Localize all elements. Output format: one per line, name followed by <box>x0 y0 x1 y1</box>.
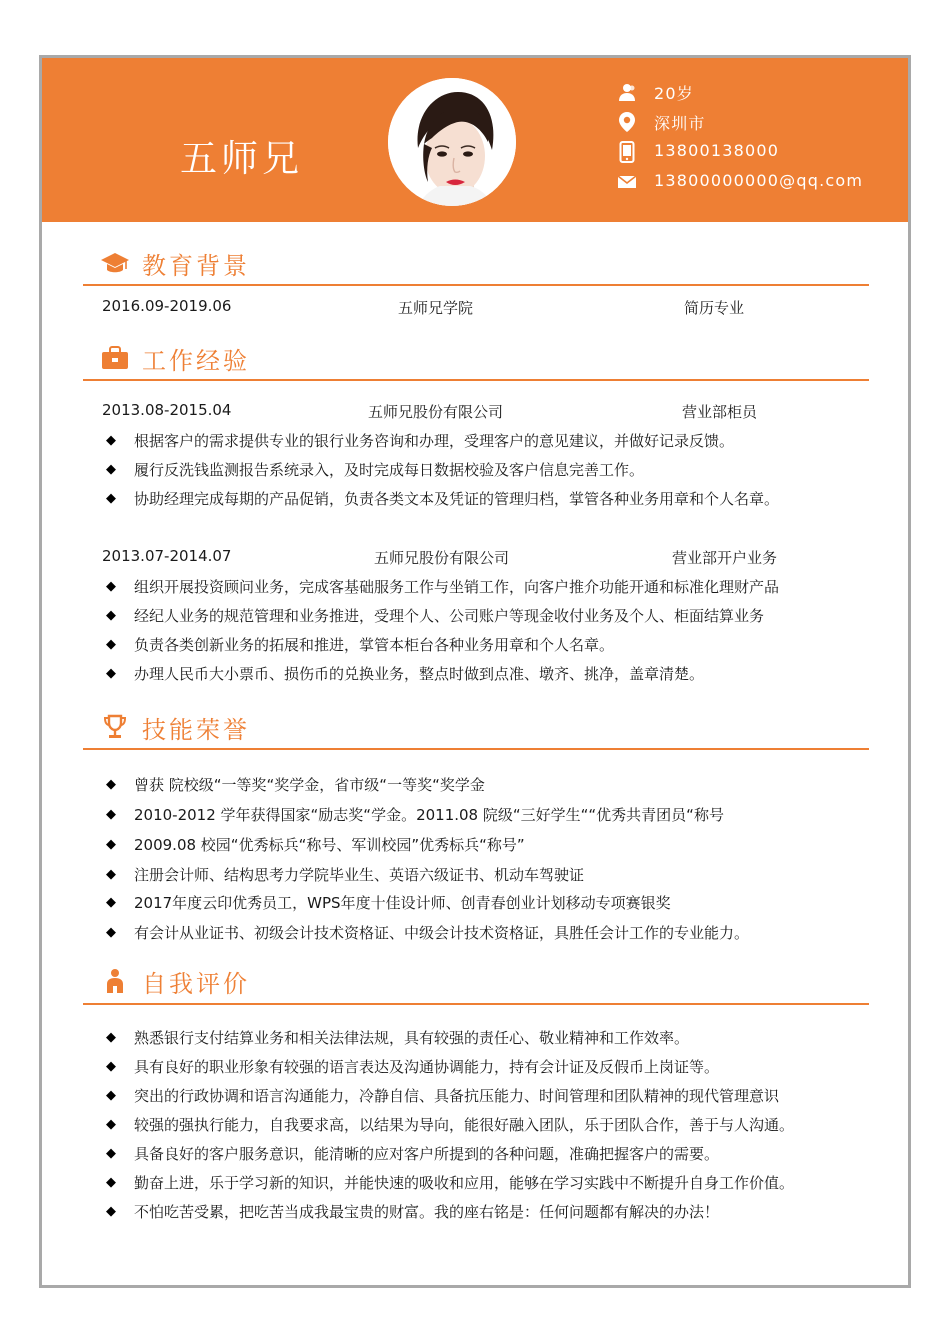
section-work-title <box>100 340 250 376</box>
contact-phone <box>616 140 780 164</box>
contact-age-value: 20岁 <box>654 84 694 103</box>
phone-icon <box>616 141 638 163</box>
divider <box>83 379 869 381</box>
list-item: ◆ 较强的强执行能力，自我要求高，以结果为导向，能很好融入团队，乐于团队合作，善于与人沟通。 <box>106 1116 795 1134</box>
list-item: ◆ 办理人民币大小票币、损伤币的兑换业务，整点时做到点准、墩齐、挑净，盖章清楚。 <box>106 665 705 683</box>
job-position: 营业部柜员 <box>682 403 758 421</box>
list-item: ◆ 2009.08 校园“优秀标兵“称号、军训校园”优秀标兵“称号” <box>106 836 525 854</box>
section-skills-label: 技能荣誉 <box>142 715 250 744</box>
education-row <box>102 297 862 319</box>
list-item: ◆ 勤奋上进，乐于学习新的知识，并能快速的吸收和应用，能够在学习实践中不断提升自身工作价值。 <box>106 1174 795 1192</box>
contact-email-value: 13800000000@qq.com <box>654 171 864 190</box>
mail-icon <box>616 171 638 193</box>
education-period: 2016.09-2019.06 <box>102 297 232 315</box>
avatar <box>388 78 516 206</box>
section-self-label: 自我评价 <box>142 969 250 998</box>
user-icon <box>616 81 638 103</box>
location-pin-icon <box>616 111 638 133</box>
section-skills-title <box>100 709 250 745</box>
job-period: 2013.08-2015.04 <box>102 401 232 419</box>
divider <box>83 284 869 286</box>
job-position: 营业部开户业务 <box>672 549 778 567</box>
contact-city <box>616 110 706 134</box>
list-item: ◆ 具备良好的客户服务意识，能清晰的应对客户所提到的各种问题，准确把握客户的需要。 <box>106 1145 720 1163</box>
header-banner <box>42 58 908 222</box>
contact-age <box>616 80 694 104</box>
list-item: ◆ 有会计从业证书、初级会计技术资格证、中级会计技术资格证，具胜任会计工作的专业能力。 <box>106 924 750 942</box>
person-name: 五师兄 <box>180 137 303 180</box>
list-item: ◆ 组织开展投资顾问业务，完成客基础服务工作与坐销工作，向客户推介功能开通和标准化理财产品 <box>106 578 780 596</box>
job-header <box>102 547 862 569</box>
divider <box>83 748 869 750</box>
list-item: ◆ 协助经理完成每期的产品促销，负责各类文本及凭证的管理归档，掌管各种业务用章和个人名章。 <box>106 490 780 508</box>
trophy-icon <box>100 712 130 742</box>
briefcase-icon <box>100 343 130 373</box>
education-major: 简历专业 <box>684 299 745 317</box>
job-period: 2013.07-2014.07 <box>102 547 232 565</box>
list-item: ◆ 曾获 院校级“一等奖“奖学金，省市级“一等奖“奖学金 <box>106 776 485 794</box>
section-education-title <box>100 245 250 281</box>
list-item: ◆ 履行反洗钱监测报告系统录入，及时完成每日数据校验及客户信息完善工作。 <box>106 461 645 479</box>
list-item: ◆ 2017年度云印优秀员工，WPS年度十佳设计师、创青春创业计划移动专项赛银奖 <box>106 894 671 912</box>
resume-page <box>39 55 911 1288</box>
list-item: ◆ 负责各类创新业务的拓展和推进，掌管本柜台各种业务用章和个人名章。 <box>106 636 615 654</box>
job-company: 五师兄股份有限公司 <box>374 549 510 567</box>
section-education-label: 教育背景 <box>142 251 250 280</box>
contact-email <box>616 170 864 194</box>
list-item: ◆ 2010-2012 学年获得国家“励志奖“学金。2011.08 院级“三好学生““优秀共青团员“称号 <box>106 806 724 824</box>
section-self-title <box>100 963 250 999</box>
contact-phone-value: 13800138000 <box>654 141 780 160</box>
list-item: ◆ 不怕吃苦受累，把吃苦当成我最宝贵的财富。我的座右铭是：任何问题都有解决的办法！ <box>106 1203 720 1221</box>
list-item: ◆ 熟悉银行支付结算业务和相关法律法规，具有较强的责任心、敬业精神和工作效率。 <box>106 1029 690 1047</box>
education-school: 五师兄学院 <box>398 299 474 317</box>
list-item: ◆ 注册会计师、结构思考力学院毕业生、英语六级证书、机动车驾驶证 <box>106 866 585 884</box>
list-item: ◆ 经纪人业务的规范管理和业务推进，受理个人、公司账户等现金收付业务及个人、柜面结算业务 <box>106 607 765 625</box>
section-work-label: 工作经验 <box>142 346 250 375</box>
list-item: ◆ 具有良好的职业形象有较强的语言表达及沟通协调能力，持有会计证及反假币上岗证等。 <box>106 1058 720 1076</box>
avatar-portrait <box>388 78 516 206</box>
person-icon <box>100 966 130 996</box>
list-item: ◆ 根据客户的需求提供专业的银行业务咨询和办理，受理客户的意见建议，并做好记录反馈。 <box>106 432 735 450</box>
graduation-cap-icon <box>100 248 130 278</box>
divider <box>83 1003 869 1005</box>
job-header <box>102 401 862 423</box>
job-company: 五师兄股份有限公司 <box>368 403 504 421</box>
list-item: ◆ 突出的行政协调和语言沟通能力，冷静自信、具备抗压能力、时间管理和团队精神的现代管理意识 <box>106 1087 780 1105</box>
contact-city-value: 深圳市 <box>654 114 706 133</box>
